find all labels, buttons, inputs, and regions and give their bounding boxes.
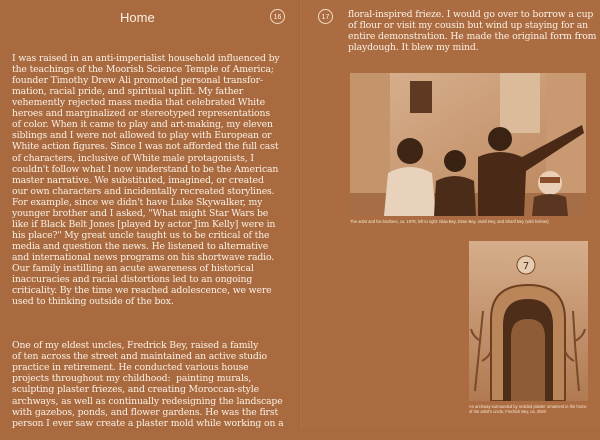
text-line: For example, since we didn't have Luke Skywalker, my xyxy=(12,196,263,208)
text-line: younger brother and I asked, "What might Star Wars be xyxy=(12,207,269,219)
text-line: entire demonstration. He made the original form from xyxy=(348,31,597,43)
paragraph-uncle-fredrick xyxy=(12,340,284,428)
text-line: media and question the news. He listened to alternative xyxy=(12,240,269,252)
text-line: used to thinking outside of the box. xyxy=(12,296,174,308)
photo-archway-image xyxy=(469,241,588,401)
text-line: our own characters and incidentally recreated storylines. xyxy=(12,185,275,197)
text-line: White action figures. Since I was not afforded the full cast xyxy=(12,141,279,153)
text-line: inaccuracies and racial distortions led to an ongoing xyxy=(12,274,253,286)
paragraph-home-upbringing xyxy=(12,53,284,307)
page-number-left: 16 xyxy=(270,9,285,24)
text-line: floral-inspired frieze. I would go over to borrow a cup xyxy=(348,9,594,20)
photo-artist-and-brothers-image xyxy=(350,73,586,216)
text-line: criticality. By the time we reached adolescence, we were xyxy=(12,285,272,297)
text-line: his place?" My great uncle taught us to be critical of the xyxy=(12,229,270,241)
text-line: One of my eldest uncles, Fredrick Bey, raised a family xyxy=(12,340,259,352)
photo2-caption: An archway surrounded by molded plaster ornament in the home of the artist's uncle, Fredrick Bey, ca. 2020 xyxy=(469,404,587,414)
text-line: practice in retirement. He conducted various house xyxy=(12,362,249,374)
book-gutter xyxy=(299,0,301,428)
text-line: master narrative. We substituted, imagined, or created xyxy=(12,174,264,186)
left-column-text xyxy=(12,31,284,440)
text-line: Our family instilling an acute awareness of historical xyxy=(12,262,254,274)
text-line: I was raised in an anti-imperialist household influenced by xyxy=(12,53,280,65)
house-number-badge: 7 xyxy=(522,261,530,272)
text-line: couldn't follow what I now understand to be the American xyxy=(12,163,279,175)
page-number-right: 17 xyxy=(318,9,333,24)
photo-artist-and-brothers xyxy=(350,73,586,216)
photo-archway xyxy=(469,241,588,401)
right-column-text xyxy=(348,9,596,53)
photo1-caption: The artist and his brothers, ca. 1978; left to right: Niaa Bey, Dime Bey, Jamil Bey, and Sharif Bey (with helmet) xyxy=(350,219,549,224)
text-line: of characters, inclusive of White male protagonists, I xyxy=(12,152,254,164)
text-line: like if Black Belt Jones [played by actor Jim Kelly] were in xyxy=(12,218,276,230)
text-line: sculpting plaster friezes, and creating Moroccan-style xyxy=(12,384,259,396)
text-line: heroes and marginalized or stereotyped representations xyxy=(12,108,270,120)
text-line: playdough. It blew my mind. xyxy=(348,42,479,54)
text-line: person I ever saw create a plaster mold while working on a xyxy=(12,417,284,429)
text-line: vehemently rejected mass media that celebrated White xyxy=(12,97,265,109)
running-title: Home xyxy=(120,10,155,25)
text-line: archways, as well as continually redesigning the landscape xyxy=(12,395,283,407)
text-line: of color. When it came to play and art-making, my eleven xyxy=(12,119,273,131)
text-line: of ten across the street and maintained an active studio xyxy=(12,351,267,363)
text-line: of flour or visit my cousin but wind up staying for an xyxy=(348,20,588,32)
text-line: projects throughout my childhood: painting murals, xyxy=(12,373,252,385)
text-line: mation, racial pride, and spiritual uplift. My father xyxy=(12,86,244,98)
text-line: the teachings of the Moorish Science Temple of America; xyxy=(12,64,274,76)
text-line: with gazebos, ponds, and flower gardens. He was the first xyxy=(12,406,279,418)
text-line: and international news programs on his shortwave radio. xyxy=(12,251,275,263)
text-line: founder Timothy Drew Ali promoted personal transfor- xyxy=(12,75,263,87)
text-line: siblings and I were not allowed to play with European or xyxy=(12,130,272,142)
